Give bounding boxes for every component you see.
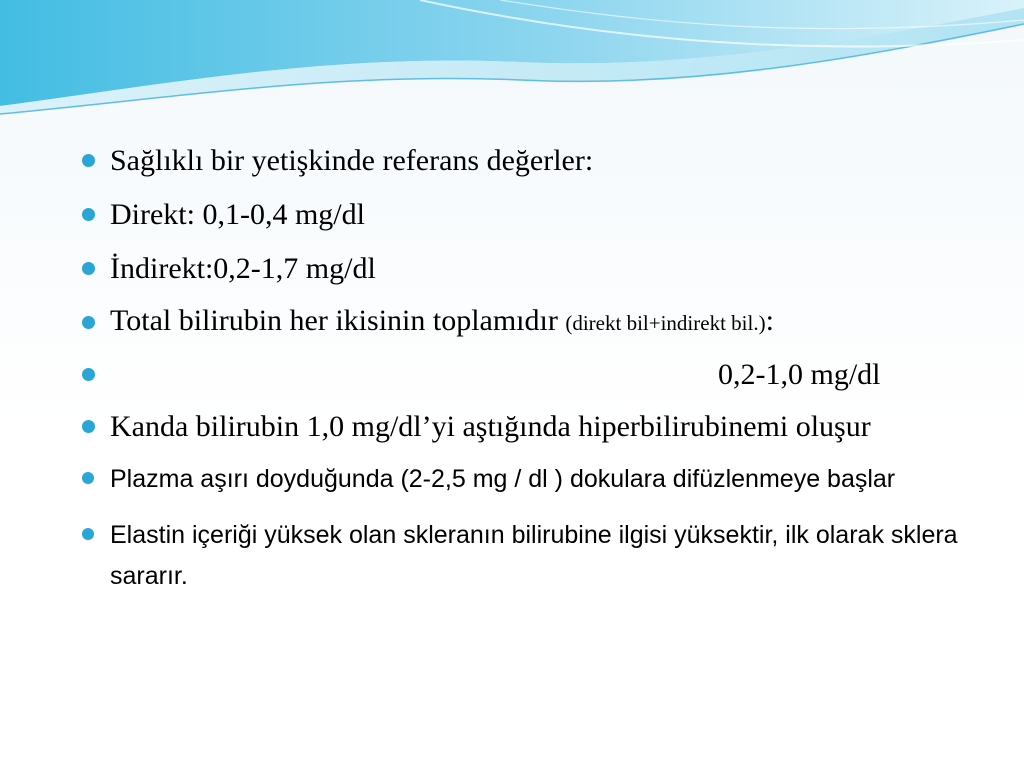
list-item [78,302,978,342]
bullet-dot-icon [82,154,95,167]
list-item [78,354,978,396]
bullet-list [78,140,978,597]
bullet-dot-icon [82,316,95,329]
bullet-dot-icon [82,368,95,381]
bullet-dot-icon [82,208,95,221]
total-bilirubin-range: 0,2-1,0 mg/dl [718,358,881,391]
bullet-dot-icon [82,420,95,433]
bullet-text: İndirekt:0,2-1,7 mg/dl [110,252,376,285]
list-item [78,140,978,182]
list-item [78,406,978,448]
bullet-text: Kanda bilirubin 1,0 mg/dl’yi aştığında hiperbilirubinemi oluşur [110,410,871,443]
list-item [78,515,978,597]
list-item [78,248,978,290]
bullet-note: (direkt bil+indirekt bil.) [565,311,766,335]
bullet-text: Plazma aşırı doyduğunda (2-2,5 mg / dl ) dokulara difüzlenmeye başlar [110,465,896,493]
bullet-text: Total bilirubin her ikisinin toplamıdır [110,304,558,337]
list-item [78,459,978,500]
bullet-suffix: : [765,304,774,337]
list-item [78,194,978,236]
bullet-text: Sağlıklı bir yetişkinde referans değerler: [110,144,594,177]
top-wave-decoration [0,0,1024,130]
bullet-dot-icon [82,262,95,275]
bullet-dot-icon [82,472,94,484]
bullet-text: Direkt: 0,1-0,4 mg/dl [110,198,365,231]
bullet-text: Elastin içeriği yüksek olan skleranın bilirubine ilgisi yüksektir, ilk olarak sklera sararır. [110,521,958,590]
bullet-dot-icon [82,528,94,540]
